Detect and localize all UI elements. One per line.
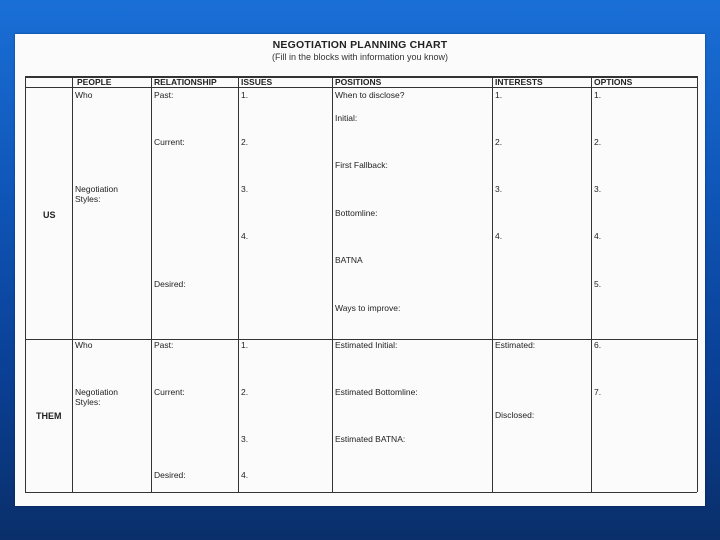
them-rel-desired: Desired: <box>154 470 186 480</box>
them-option-6: 6. <box>594 340 602 350</box>
planning-grid <box>15 34 705 506</box>
header-options: OPTIONS <box>594 77 633 87</box>
header-relationship: RELATIONSHIP <box>154 77 217 87</box>
us-rel-current: Current: <box>154 137 185 147</box>
us-interest-3: 3. <box>495 184 503 194</box>
them-rel-current: Current: <box>154 387 185 397</box>
us-pos-first-fallback: First Fallback: <box>335 160 388 170</box>
planning-chart-sheet <box>15 34 705 506</box>
us-issue-4: 4. <box>241 231 249 241</box>
us-option-4: 4. <box>594 231 602 241</box>
header-positions: POSITIONS <box>335 77 382 87</box>
us-interest-1: 1. <box>495 90 503 100</box>
them-issue-4: 4. <box>241 470 249 480</box>
us-issue-3: 3. <box>241 184 249 194</box>
us-issue-2: 2. <box>241 137 249 147</box>
them-option-7: 7. <box>594 387 602 397</box>
header-interests: INTERESTS <box>495 77 543 87</box>
them-interest-estimated: Estimated: <box>495 340 536 350</box>
header-bottom-border <box>25 87 697 88</box>
us-issue-1: 1. <box>241 90 249 100</box>
us-rel-desired: Desired: <box>154 279 186 289</box>
us-side-label: US <box>43 210 56 220</box>
chart-subtitle: (Fill in the blocks with information you know) <box>271 52 449 62</box>
them-pos-initial: Estimated Initial: <box>335 340 398 350</box>
us-interest-4: 4. <box>495 231 503 241</box>
col-divider-interests <box>492 76 493 492</box>
us-rel-past: Past: <box>154 90 174 100</box>
them-people-style: Negotiation Styles: <box>75 387 119 407</box>
header-people: PEOPLE <box>77 77 112 87</box>
us-option-3: 3. <box>594 184 602 194</box>
col-divider-issues <box>238 76 239 492</box>
us-people-who: Who <box>75 90 93 100</box>
us-pos-ways: Ways to improve: <box>335 303 401 313</box>
them-issue-3: 3. <box>241 434 249 444</box>
header-issues: ISSUES <box>241 77 273 87</box>
them-rel-past: Past: <box>154 340 174 350</box>
left-border <box>25 76 26 492</box>
them-pos-bottomline: Estimated Bottomline: <box>335 387 418 397</box>
right-border <box>697 76 698 492</box>
us-people-style: Negotiation Styles: <box>75 184 119 204</box>
col-divider-relationship <box>151 76 152 492</box>
us-option-1: 1. <box>594 90 602 100</box>
us-interest-2: 2. <box>495 137 503 147</box>
col-divider-options <box>591 76 592 492</box>
chart-title: NEGOTIATION PLANNING CHART <box>272 39 448 51</box>
them-people-who: Who <box>75 340 93 350</box>
them-issue-2: 2. <box>241 387 249 397</box>
them-issue-1: 1. <box>241 340 249 350</box>
them-pos-batna: Estimated BATNA: <box>335 434 406 444</box>
table-bottom-border <box>25 492 697 493</box>
us-option-5: 5. <box>594 279 602 289</box>
them-interest-disclosed: Disclosed: <box>495 410 535 420</box>
us-pos-bottomline: Bottomline: <box>335 208 378 218</box>
us-option-2: 2. <box>594 137 602 147</box>
us-pos-batna: BATNA <box>335 255 363 265</box>
col-divider-people <box>72 76 73 492</box>
us-pos-when: When to disclose? <box>335 90 405 100</box>
col-divider-positions <box>332 76 333 492</box>
them-side-label: THEM <box>36 411 62 421</box>
us-pos-initial: Initial: <box>335 113 358 123</box>
